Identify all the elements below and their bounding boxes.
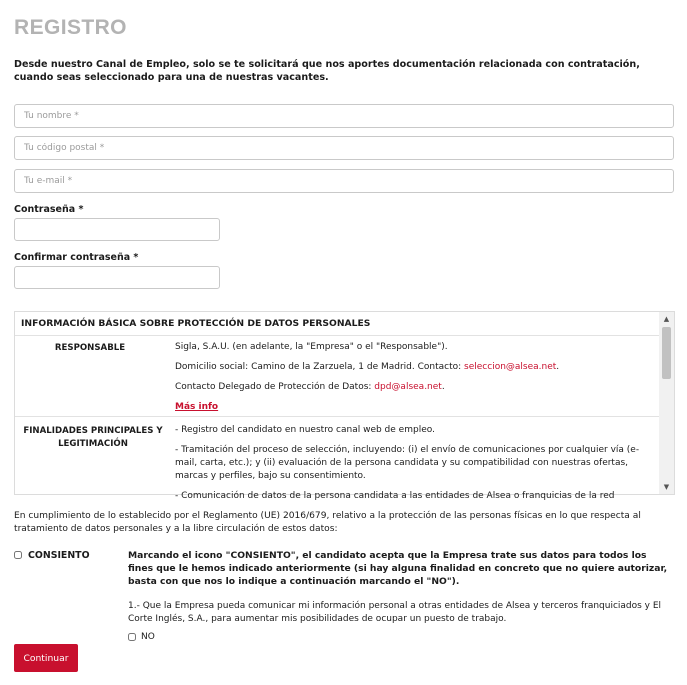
no-checkbox[interactable] <box>128 633 136 641</box>
consent-description: Marcando el icono "CONSIENTO", el candidato acepta que la Empresa trate sus datos para todos los fines que le hemos indicado anteriormente (si hay alguna finalidad en concreto que no quiere autorizar, basta con que nos lo indique a continuación marcando el "NO"). <box>128 550 668 587</box>
privacy-scrollbar[interactable] <box>659 312 674 494</box>
row-divider <box>15 416 659 417</box>
responsable-line-2 <box>175 361 659 374</box>
responsable-line-3 <box>175 381 659 394</box>
compliance-text: En cumplimiento de lo establecido por el Reglamento (UE) 2016/679, relativo a la protección de las personas físicas en lo que respecta al tratamiento de datos personales y a la libre circulación de estos datos: <box>14 511 641 534</box>
finalidades-line-3: - Comunicación de datos de la persona candidata a las entidades de Alsea o franquicias de la red <box>175 491 615 501</box>
intro-text: Desde nuestro Canal de Empleo, solo se te solicitará que nos aportes documentación relacionada con contratación, cuando seas seleccionado para una de nuestras vacantes. <box>14 59 640 83</box>
confirm-password-input[interactable] <box>14 266 220 289</box>
consent-checkbox[interactable] <box>14 551 22 559</box>
line3-suffix: . <box>441 382 445 392</box>
confirm-password-label: Confirmar contraseña * <box>14 252 139 263</box>
postal-code-input[interactable] <box>14 136 674 160</box>
finalidades-content <box>175 424 659 510</box>
finalidades-line-2: - Tramitación del proceso de selección, incluyendo: (i) el envío de comunicaciones por cualquier vía (e-mail, carta, etc.); y (ii) evaluación de la persona candidata y su compatibilidad con nuestras ofertas, marcas y perfiles, bajo su consentimiento. <box>175 445 640 481</box>
continue-button[interactable]: Continuar <box>14 644 78 672</box>
address-text: Domicilio social: Camino de la Zarzuela, 1 de Madrid. Contacto: <box>175 362 465 372</box>
scroll-thumb[interactable] <box>662 327 671 379</box>
name-input[interactable] <box>14 104 674 128</box>
scroll-down-icon[interactable]: ▼ <box>663 483 670 491</box>
no-label[interactable]: NO <box>141 632 155 642</box>
email-input[interactable] <box>14 169 674 193</box>
privacy-info-box[interactable] <box>14 311 675 501</box>
dpo-text: Contacto Delegado de Protección de Datos: <box>175 382 375 392</box>
finalidades-line-1: - Registro del candidato en nuestro canal web de empleo. <box>175 425 435 435</box>
responsable-label: RESPONSABLE <box>54 343 126 353</box>
line2-suffix: . <box>556 362 560 372</box>
more-info-link[interactable]: Más info <box>175 402 219 412</box>
responsable-line-1: Sigla, S.A.U. (en adelante, la "Empresa" o el "Responsable"). <box>175 342 448 352</box>
password-input[interactable] <box>14 218 220 241</box>
dpo-email-link[interactable]: dpd@alsea.net <box>374 382 442 392</box>
scroll-up-icon[interactable]: ▲ <box>663 315 670 323</box>
seleccion-email-link[interactable]: seleccion@alsea.net <box>464 362 557 372</box>
page-title: REGISTRO <box>14 16 127 39</box>
finalidades-label: FINALIDADES PRINCIPALES Y LEGITIMACIÓN <box>23 426 163 449</box>
password-label: Contraseña * <box>14 204 84 215</box>
consent-label[interactable]: CONSIENTO <box>28 550 90 561</box>
privacy-heading: INFORMACIÓN BÁSICA SOBRE PROTECCIÓN DE DATOS PERSONALES <box>15 312 659 336</box>
responsable-content <box>175 341 659 421</box>
option-1-text: 1.- Que la Empresa pueda comunicar mi información personal a otras entidades de Alsea y terceros franquiciados y El Corte Inglés, S.A., para aumentar mis posibilidades de ocupar un puesto de trabajo. <box>128 601 662 624</box>
